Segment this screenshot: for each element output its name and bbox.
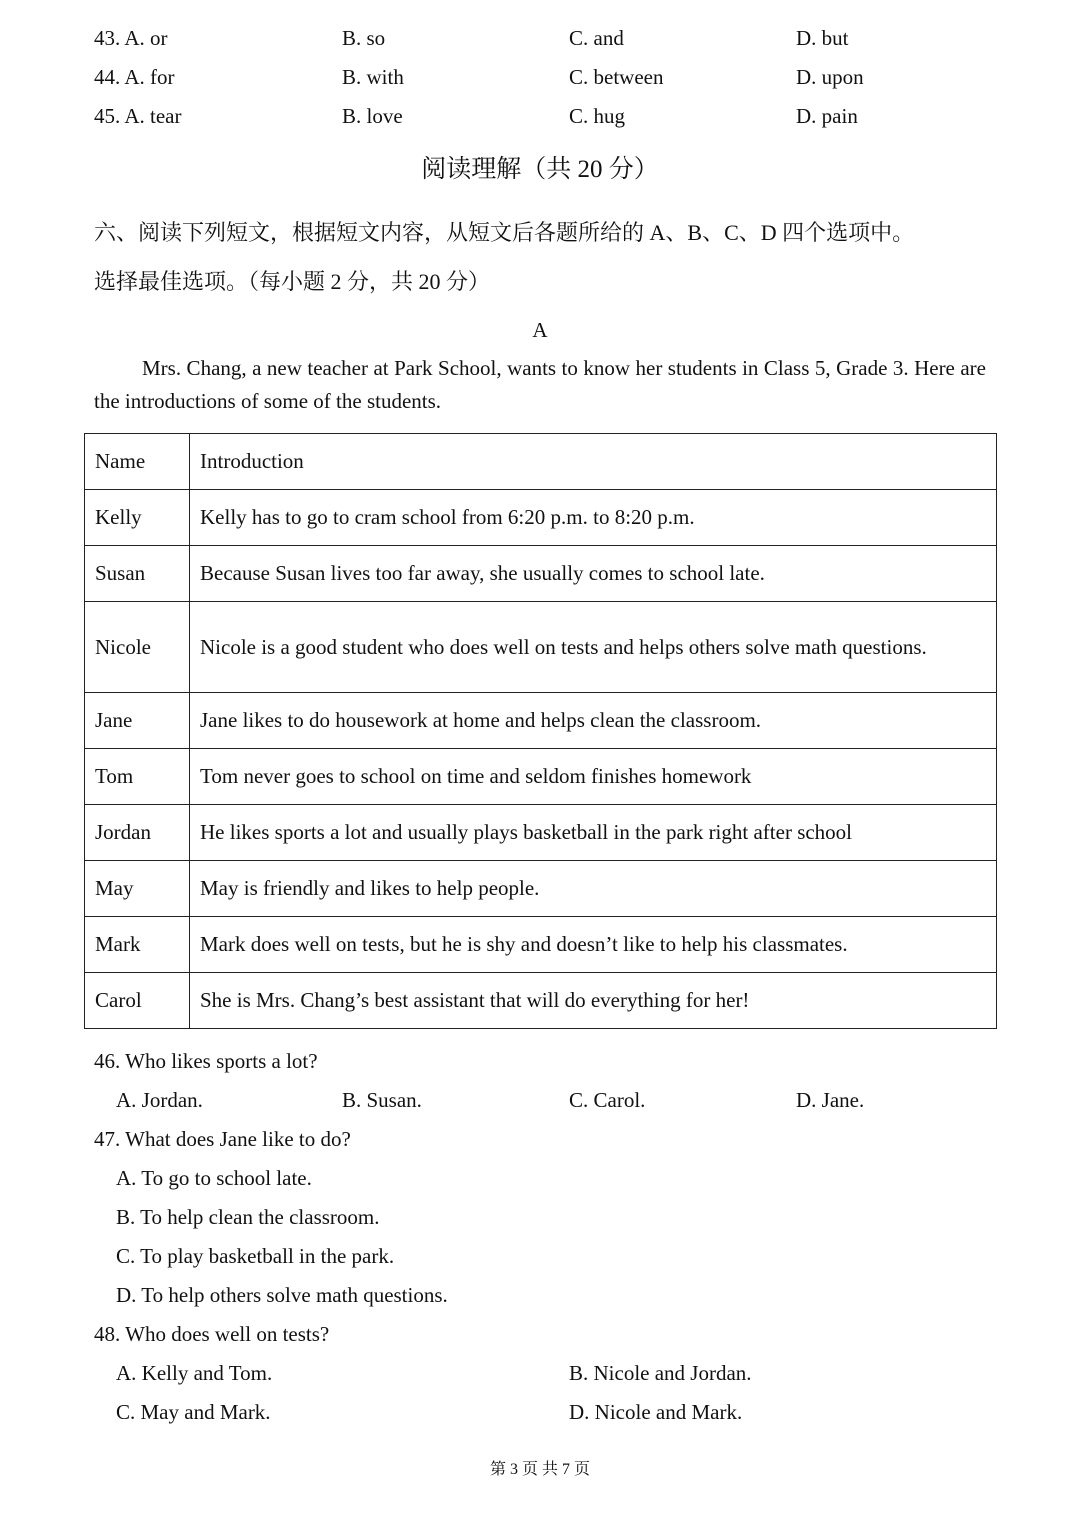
table-row	[85, 973, 997, 1029]
table-row	[85, 546, 997, 602]
q46-option-a: A. Jordan.	[116, 1088, 203, 1112]
q43-option-a: 43. A. or	[94, 26, 168, 50]
q45-option-c: C. hug	[569, 104, 626, 128]
student-intro: May is friendly and likes to help people.	[190, 861, 997, 917]
table-row	[85, 693, 997, 749]
table-row	[85, 917, 997, 973]
table-header-row	[85, 434, 997, 490]
q43-option-d: D. but	[796, 26, 849, 50]
q45-option-d: D. pain	[796, 104, 858, 128]
q48-option-c: C. May and Mark.	[116, 1400, 271, 1424]
q47-option-d: D. To help others solve math questions.	[116, 1283, 448, 1307]
question-48: 48. Who does well on tests?	[94, 1322, 330, 1346]
table-row	[85, 602, 997, 693]
table-row	[85, 805, 997, 861]
q47-option-c: C. To play basketball in the park.	[116, 1244, 395, 1268]
student-name: Jordan	[85, 805, 190, 861]
page-footer: 第 3 页 共 7 页	[489, 1461, 590, 1478]
section-title: 阅读理解（共 20 分）	[421, 156, 659, 183]
student-intro: Jane likes to do housework at home and helps clean the classroom.	[190, 693, 997, 749]
student-name: Tom	[85, 749, 190, 805]
q46-option-d: D. Jane.	[796, 1088, 865, 1112]
q48-option-a: A. Kelly and Tom.	[116, 1361, 273, 1385]
student-name: Mark	[85, 917, 190, 973]
q44-option-c: C. between	[569, 65, 664, 89]
student-intro: He likes sports a lot and usually plays basketball in the park right after school	[190, 805, 997, 861]
q45-option-b: B. love	[342, 104, 403, 128]
student-name: Susan	[85, 546, 190, 602]
q43-option-c: C. and	[569, 26, 624, 50]
q44-option-a: 44. A. for	[94, 65, 175, 89]
q46-option-b: B. Susan.	[342, 1088, 422, 1112]
table-row	[85, 861, 997, 917]
student-name: Jane	[85, 693, 190, 749]
student-intro: Because Susan lives too far away, she usually comes to school late.	[190, 546, 997, 602]
question-46: 46. Who likes sports a lot?	[94, 1049, 318, 1073]
passage-label: A	[532, 318, 548, 342]
header-introduction: Introduction	[190, 434, 997, 490]
student-intro: Nicole is a good student who does well on tests and helps others solve math questions.	[190, 602, 997, 693]
q43-option-b: B. so	[342, 26, 386, 50]
q47-option-a: A. To go to school late.	[116, 1166, 312, 1190]
q48-option-b: B. Nicole and Jordan.	[569, 1361, 752, 1385]
student-intro: Tom never goes to school on time and seldom finishes homework	[190, 749, 997, 805]
student-intro: Mark does well on tests, but he is shy and doesn’t like to help his classmates.	[190, 917, 997, 973]
q44-option-d: D. upon	[796, 65, 864, 89]
student-intro: She is Mrs. Chang’s best assistant that will do everything for her!	[190, 973, 997, 1029]
student-name: Carol	[85, 973, 190, 1029]
q44-option-b: B. with	[342, 65, 404, 89]
instruction-line-1: 六、阅读下列短文，根据短文内容，从短文后各题所给的 A、B、C、D 四个选项中。	[94, 220, 915, 245]
instruction-line-2: 选择最佳选项。（每小题 2 分，共 20 分）	[94, 269, 491, 294]
question-47: 47. What does Jane like to do?	[94, 1127, 351, 1151]
q46-option-c: C. Carol.	[569, 1088, 646, 1112]
student-name: May	[85, 861, 190, 917]
student-name: Nicole	[85, 602, 190, 693]
student-intro-table	[84, 433, 997, 1029]
q45-option-a: 45. A. tear	[94, 104, 182, 128]
table-row	[85, 749, 997, 805]
header-name: Name	[85, 434, 190, 490]
q47-option-b: B. To help clean the classroom.	[116, 1205, 380, 1229]
student-name: Kelly	[85, 490, 190, 546]
q48-option-d: D. Nicole and Mark.	[569, 1400, 743, 1424]
passage-text: Mrs. Chang, a new teacher at Park School, wants to know her students in Class 5, Grade 3. Here are the introductions of some of the students.	[94, 356, 986, 413]
student-intro: Kelly has to go to cram school from 6:20 p.m. to 8:20 p.m.	[190, 490, 997, 546]
table-row	[85, 490, 997, 546]
